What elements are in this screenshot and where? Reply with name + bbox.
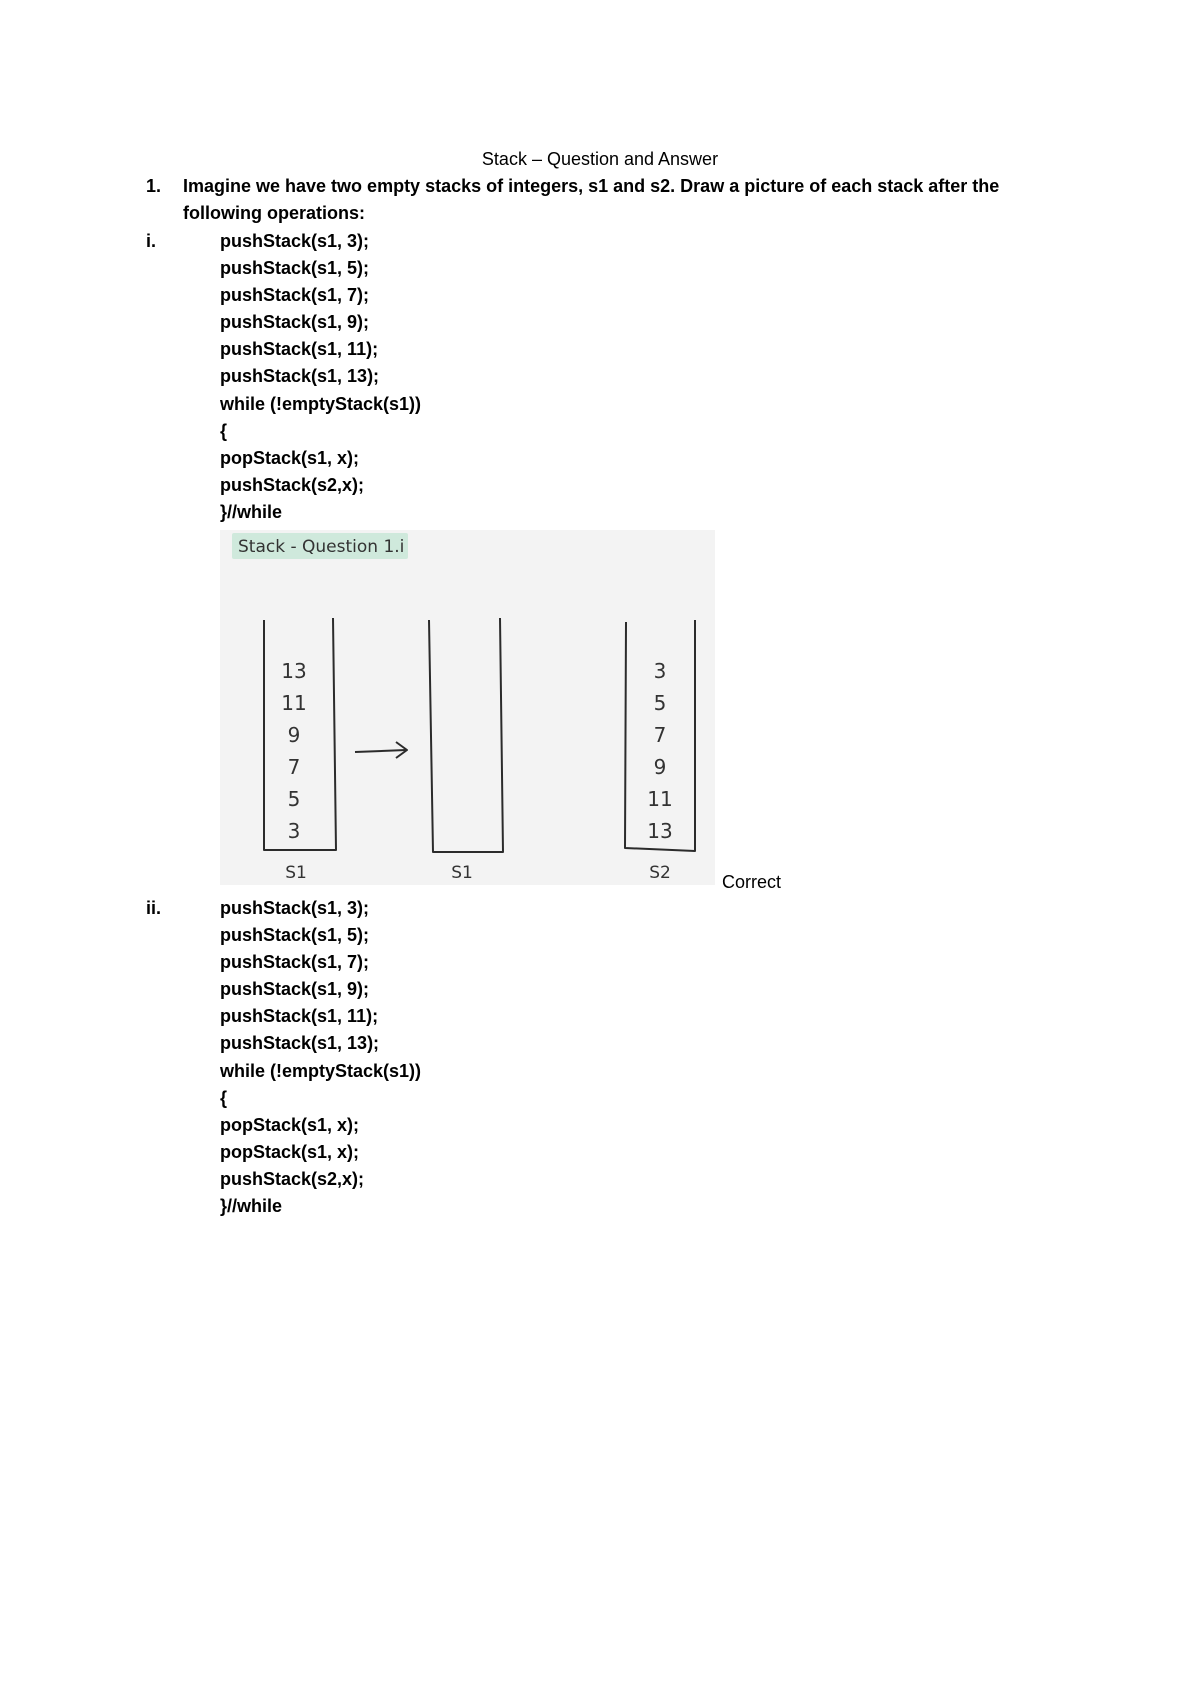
code-line: }//while — [220, 1196, 283, 1217]
code-line: pushStack(s1, 9); — [220, 979, 370, 1000]
answer-figure — [220, 530, 715, 885]
stack-items-s1-before — [281, 659, 306, 843]
code-line: pushStack(s1, 5); — [220, 258, 370, 279]
code-line: popStack(s1, x); — [220, 447, 360, 468]
stack-item: 9 — [653, 755, 667, 779]
stack-diagram — [220, 530, 715, 885]
answer-verdict: Correct — [722, 872, 782, 892]
code-line: pushStack(s1, 11); — [220, 339, 379, 360]
stack-items-s2-after — [647, 659, 672, 843]
part-i-code — [220, 228, 421, 526]
code-line: while (!emptyStack(s1)) — [220, 1060, 422, 1081]
code-line: { — [220, 1087, 228, 1108]
part-ii-label: ii. — [146, 898, 162, 918]
question-number: 1. — [146, 176, 162, 196]
code-line: { — [220, 420, 228, 441]
stack-item: 11 — [281, 691, 307, 715]
code-line: }//while — [220, 501, 283, 522]
stack-item: 13 — [647, 819, 673, 843]
stack-item: 9 — [287, 723, 301, 747]
stack-item: 5 — [287, 787, 301, 811]
stack-label: S2 — [649, 863, 671, 883]
code-line: pushStack(s1, 7); — [220, 285, 370, 306]
stack-item: 5 — [653, 691, 667, 715]
code-line: pushStack(s1, 7); — [220, 952, 370, 973]
part-ii-code — [220, 895, 421, 1220]
stack-label: S1 — [285, 863, 307, 883]
right-arrow-icon — [355, 742, 407, 758]
figure-heading: Stack - Question 1.i — [238, 537, 405, 557]
stack-item: 3 — [653, 659, 667, 683]
code-line: pushStack(s1, 11); — [220, 1006, 379, 1027]
code-line: pushStack(s2,x); — [220, 1168, 365, 1189]
code-line: pushStack(s1, 3); — [220, 231, 370, 251]
stack-item: 7 — [287, 755, 301, 779]
part-i-label: i. — [146, 231, 157, 251]
code-line: pushStack(s1, 3); — [220, 898, 370, 918]
stack-label: S1 — [451, 863, 473, 883]
stack-container — [429, 618, 503, 852]
stack-item: 3 — [287, 819, 301, 843]
question-text: Imagine we have two empty stacks of integers, s1 and s2. Draw a picture of each stack after the following operations: — [183, 176, 1000, 223]
code-line: pushStack(s1, 13); — [220, 366, 380, 387]
stack-item: 13 — [281, 659, 307, 683]
page-title: Stack – Question and Answer — [481, 149, 719, 169]
stack-item: 11 — [647, 787, 673, 811]
stack-item: 7 — [653, 723, 667, 747]
code-line: pushStack(s2,x); — [220, 474, 365, 495]
code-line: pushStack(s1, 9); — [220, 312, 370, 333]
code-line: pushStack(s1, 13); — [220, 1033, 380, 1054]
code-line: popStack(s1, x); — [220, 1141, 360, 1162]
code-line: while (!emptyStack(s1)) — [220, 393, 422, 414]
code-line: pushStack(s1, 5); — [220, 925, 370, 946]
code-line: popStack(s1, x); — [220, 1114, 360, 1135]
